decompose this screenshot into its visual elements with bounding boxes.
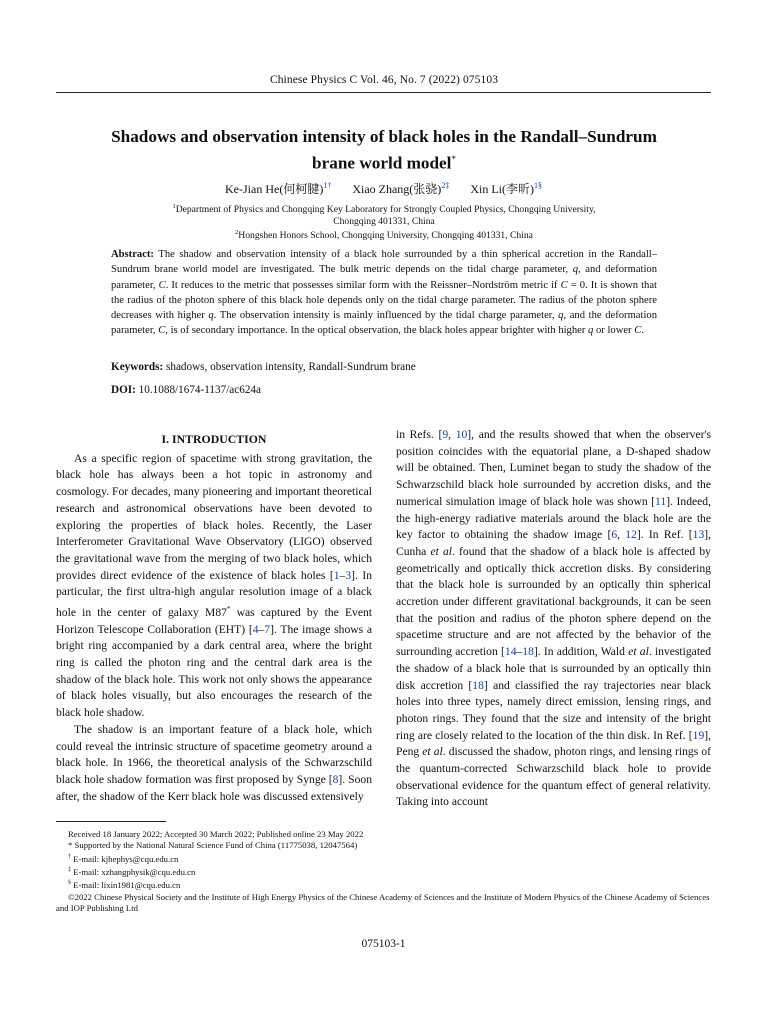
footnote-email: † E-mail: kjhephys@cqu.edu.cn [68, 853, 179, 864]
citation-link[interactable]: 1 [333, 568, 340, 582]
footnotes [56, 829, 711, 915]
affiliation-2: $^2$Hongshen Honors School, Chongqing University, Chongqing 401331, China [235, 229, 533, 242]
author: Ke-Jian He(何柯腱)$^{1\dagger}$ [225, 181, 332, 196]
citation-link[interactable]: 8 [332, 772, 339, 786]
citation-link[interactable]: 19 [692, 728, 705, 742]
author: Xiao Zhang(张骁)$^{2\ddagger}$ [352, 181, 450, 196]
abstract: Abstract: The shadow and observation intensity of a black hole surrounded by a thin spherical accretion in the Randall–Sundrum brane world model are investigated. The bulk metric depends on the tidal charge parameter, q, and deformation parameter, C. It reduces to the metric that possesses similar form with the Reissner–Nordström metric if C = 0. It is shown that the radius of the photon sphere of this black hole depends only on the tidal charge parameter. The radius of the photon sphere decreases with higher q. The observation intensity is mainly influenced by the tidal charge parameter, q, and the deformation parameter, C, is of secondary importance. In the optical observation, the black holes appear brighter with higher q or lower C. [111, 249, 658, 337]
page-number: 075103-1 [361, 938, 406, 950]
citation-link[interactable]: 12 [625, 528, 637, 542]
footnote-rule [56, 821, 166, 822]
paper-title [80, 126, 688, 175]
abstract-label: Abstract: [111, 249, 154, 260]
body-column-right [396, 427, 711, 811]
section-heading: I. INTRODUCTION [161, 432, 267, 446]
title-footnote-mark: * [451, 154, 456, 164]
doi-value[interactable]: 10.1088/1674-1137/ac624a [135, 384, 261, 396]
paragraph: The shadow is an important feature of a black hole, which could reveal the intrinsic structure of spacetime geometry around a black hole. In 1966, the theoretical analysis of the Schwarzschild black hole shadow formation was first proposed by Synge [8]. Soon after, the shadow of the Kerr black hole was discussed extensively [56, 722, 372, 803]
author-affil-mark[interactable]: 1† [323, 181, 332, 190]
footnote-email: ‡ E-mail: xzhangphysik@cqu.edu.cn [68, 867, 196, 877]
title-line-1: Shadows and observation intensity of black holes in the Randall–Sundrum [111, 127, 657, 146]
citation-link[interactable]: 13 [692, 528, 705, 542]
header-rule [56, 92, 711, 93]
paragraph: in Refs. [9, 10], and the results showed that when the observer's position coincides with the equatorial plane, a D-shaped shadow will be obtained. Then, Luminet began to study the shadow of the Schwarzschild black hole surrounded by accretion disks, and the numerical simulation image of black hole was shown [11]. Indeed, the high-energy radiative materials around the black hole are the key factor to obtaining the shadow image [6, 12]. In Ref. [13], Cunha et al. found that the shadow of a black hole is affected by geometrically and optically thick accretion disks. By considering that the black hole is surrounded by an optically thin spherical accretion under different gravitational backgrounds, it can be seen that the position and radius of the photon sphere depend on the spacetime structure and are not affected by the behavior of the surrounding accretion [14–18]. In addition, Wald et al. investigated the shadow of a black hole that is surrounded by an optically thin disk accretion [18] and classified the ray trajectories near black holes into three types, namely direct emission, lensing rings, and photon rings. They found that the size and intensity of the bright ring are closely related to the location of the thin disk. In Ref. [19], Peng et al. discussed the shadow, photon rings, and lensing rings of the quantum-corrected Schwarzschild black hole to provide observational evidence for the quantum effect of general relativity. Taking into account [396, 428, 712, 809]
affiliation-1: $^1$Department of Physics and Chongqing Key Laboratory for Strongly Coupled Physics, Chongqing University, [172, 203, 596, 216]
doi [111, 384, 657, 396]
footnote-received: Received 18 January 2022; Accepted 30 March 2022; Published online 23 May 2022 [68, 829, 364, 839]
citation-link[interactable]: 11 [655, 494, 667, 508]
citation-link[interactable]: 18 [522, 645, 534, 659]
citation-link[interactable]: 3 [345, 568, 352, 582]
citation-link[interactable]: 7 [264, 622, 271, 636]
body-column-left [56, 427, 372, 805]
author: Xin Li(李昕)$^{1\S}$ [470, 181, 542, 196]
author-list [56, 180, 711, 197]
paragraph: As a specific region of spacetime with strong gravitation, the black hole has always been a hot topic in astronomy and cosmology. For decades, many pioneering and important theoretical research and astronomical observations have been devoted to exploring the properties of black holes. Recently, the Laser Interferometer Gravitational Wave Observatory (LIGO) observed the gravitational wave from the merging of two black holes, which provides direct evidence of the existence of black holes [1–3]. In particular, the first ultra-high angular resolution image of a black hole in the center of galaxy M87* was captured by the Event Horizon Telescope Collaboration (EHT) [4–7]. The image shows a bright ring accompanied by a dark central area, where the bright ring is called the photon ring and the central dark area is the shadow of the black hole. This work not only shows the appearance of black holes visually, but also encourages the research of the black hole shadow. [56, 451, 372, 720]
footnote-email: § E-mail: lixin1981@cqu.edu.cn [68, 880, 181, 891]
title-line-2: brane world model [312, 153, 452, 173]
keywords: Keywords: shadows, observation intensity, Randall-Sundrum brane [111, 361, 416, 373]
citation-link[interactable]: 10 [455, 428, 468, 441]
citation-link[interactable]: 9 [442, 428, 449, 441]
affiliations [140, 201, 628, 242]
keywords-label: Keywords: [111, 361, 164, 373]
doi-label: DOI: [111, 384, 136, 396]
citation-link[interactable]: 14 [504, 645, 517, 659]
author-affil-mark[interactable]: 1§ [533, 181, 542, 190]
affiliation-1-cont: Chongqing 401331, China [333, 215, 435, 227]
author-affil-mark[interactable]: 2‡ [441, 181, 450, 190]
citation-link[interactable]: 18 [472, 678, 484, 692]
citation-link[interactable]: 4 [252, 622, 259, 636]
journal-header: Chinese Physics C Vol. 46, No. 7 (2022) 075103 [269, 74, 499, 86]
footnote-supported: * Supported by the National Natural Science Fund of China (11775038, 12047564) [68, 840, 358, 851]
citation-link[interactable]: 6 [611, 528, 618, 542]
copyright-notice: ©2022 Chinese Physical Society and the Institute of High Energy Physics of the Chinese Academy of Sciences and the Institute of Modern Physics of the Chinese Academy of Sciences and IOP Publishing Ltd [56, 891, 710, 914]
